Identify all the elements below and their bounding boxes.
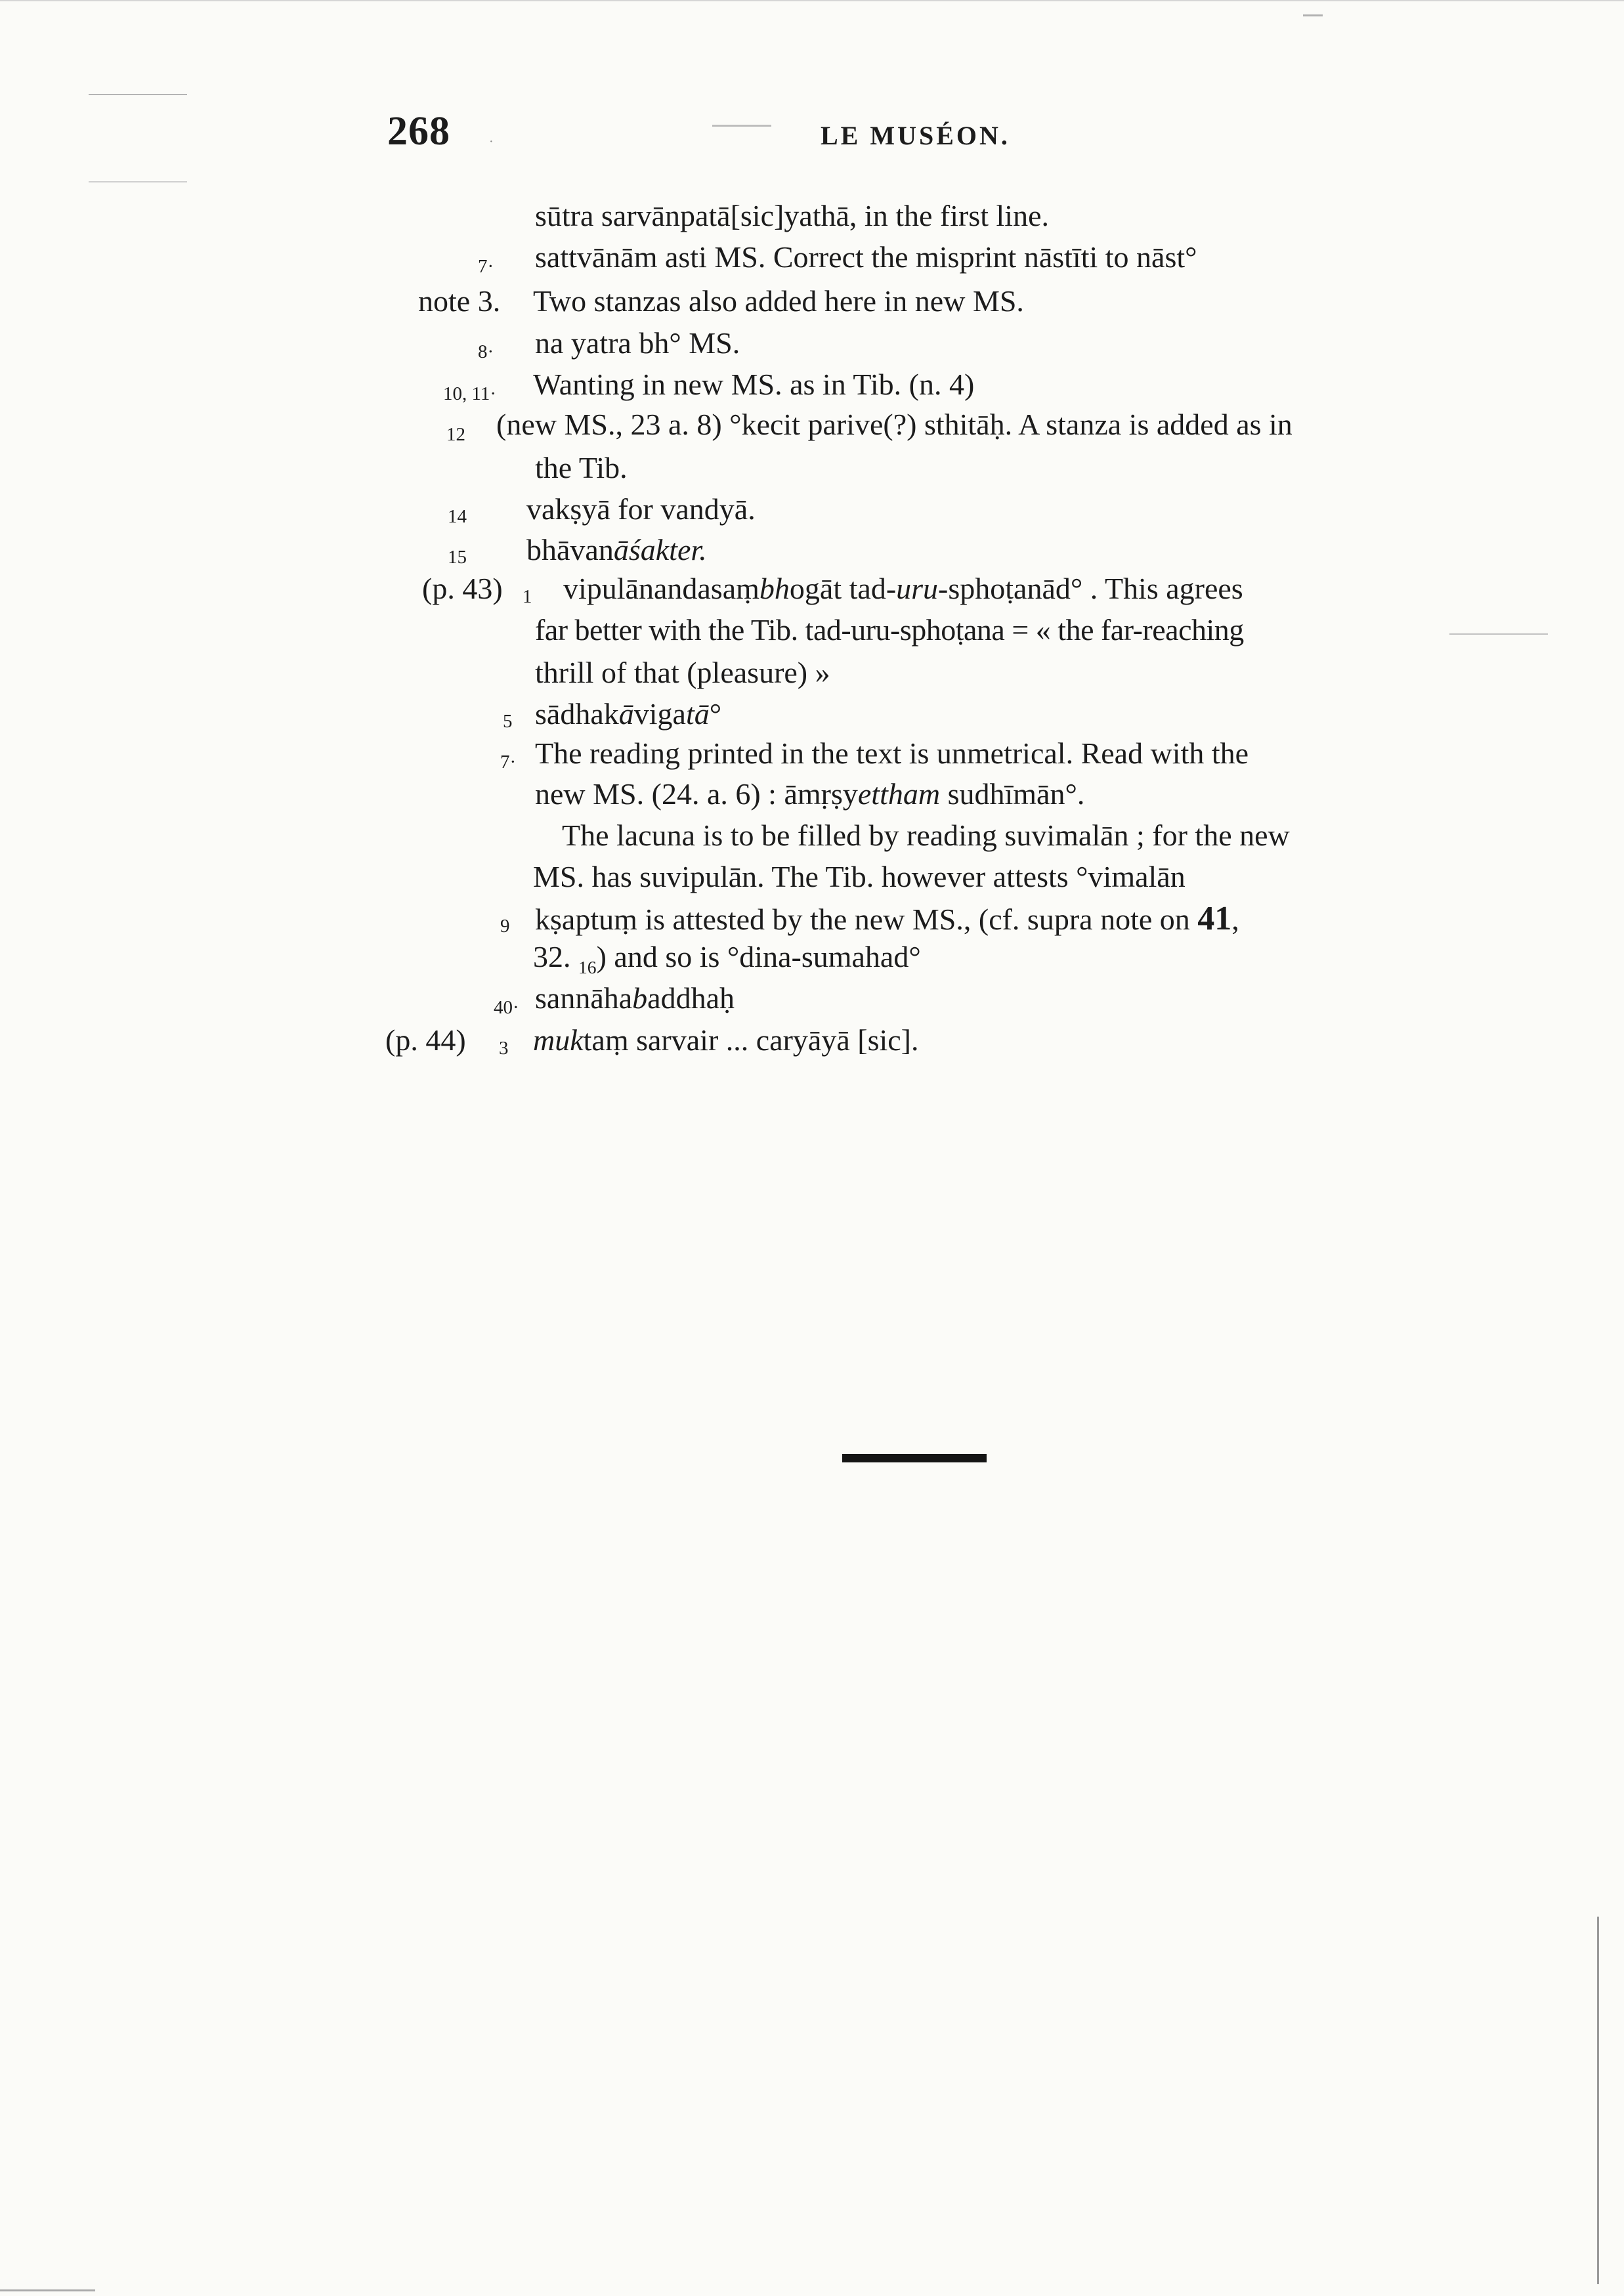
scan-edge-right: [1597, 1917, 1599, 2284]
note-line: Two stanzas also added here in new MS.: [533, 284, 1024, 318]
scan-mark: [0, 2289, 95, 2291]
line-ref: 12: [446, 424, 465, 445]
line-ref: 7·: [500, 752, 517, 773]
running-title: LE MUSÉON.: [821, 121, 1010, 150]
note-line: vipulānandasaṃbhogāt tad-uru-sphoṭanād° . This agrees: [563, 572, 1243, 605]
note-line: 32. $_{16}$) and so is °dina-sumahad°: [533, 940, 921, 978]
note-line: na yatra bh° MS.: [535, 326, 740, 360]
note-line: sādhakāvigatā°: [535, 697, 722, 731]
header-mark: ·: [489, 135, 494, 149]
note-line: sannāhabaddhaḥ: [535, 981, 735, 1015]
line-ref: 5: [503, 711, 513, 732]
note-line: far better with the Tib. tad-uru-sphoṭana = « the far-reaching: [535, 613, 1244, 647]
note-line: sūtra sarvānpatā[sic]yathā, in the first line.: [535, 199, 1049, 232]
line-ref: 9: [500, 916, 510, 937]
note-line: kṣaptuṃ is attested by the new MS., (cf. supra note on 41,: [535, 900, 1239, 937]
line-ref: 7·: [478, 256, 494, 277]
page-ref: (p. 44): [385, 1023, 466, 1057]
note-line: bhāvanāśakter.: [526, 533, 707, 566]
note-line: Wanting in new MS. as in Tib. (n. 4): [533, 368, 975, 401]
scan-mark: [89, 94, 187, 95]
header-dash-mark: [712, 125, 771, 127]
line-ref: 14: [448, 506, 467, 527]
scan-mark: [1303, 14, 1323, 16]
note-line: new MS. (24. a. 6) : āmṛṣyettham sudhīmān°.: [535, 777, 1085, 811]
note-line: muktaṃ sarvair ... caryāyā [sic].: [533, 1023, 919, 1057]
section-end-rule: [842, 1454, 987, 1462]
page-number: 268: [387, 109, 450, 154]
note-line: The lacuna is to be filled by reading suvimalān ; for the new: [562, 818, 1290, 852]
note-line: the Tib.: [535, 451, 628, 484]
note-line: The reading printed in the text is unmetrical. Read with the: [535, 736, 1249, 770]
scan-mark: [89, 181, 187, 182]
line-ref: 10, 11·: [443, 383, 497, 404]
note-line: MS. has suvipulān. The Tib. however attests °vimalān: [533, 860, 1186, 893]
note-line: sattvānām asti MS. Correct the misprint nāstīti to nāst°: [535, 240, 1197, 274]
scan-mark: [1449, 633, 1548, 635]
note-line: (new MS., 23 a. 8) °kecit parive(?) sthitāḥ. A stanza is added as in: [496, 408, 1293, 441]
line-ref: 8·: [478, 341, 494, 362]
line-ref: 3: [499, 1038, 509, 1059]
scan-edge-top: [0, 0, 1624, 1]
line-ref: 15: [448, 547, 467, 568]
line-ref: note 3.: [418, 284, 501, 318]
page-ref: (p. 43): [422, 572, 503, 605]
line-ref: 1: [523, 586, 532, 607]
line-ref: 40·: [494, 997, 519, 1018]
note-line: vakṣyā for vandyā.: [526, 492, 756, 526]
note-line: thrill of that (pleasure) »: [535, 656, 830, 689]
